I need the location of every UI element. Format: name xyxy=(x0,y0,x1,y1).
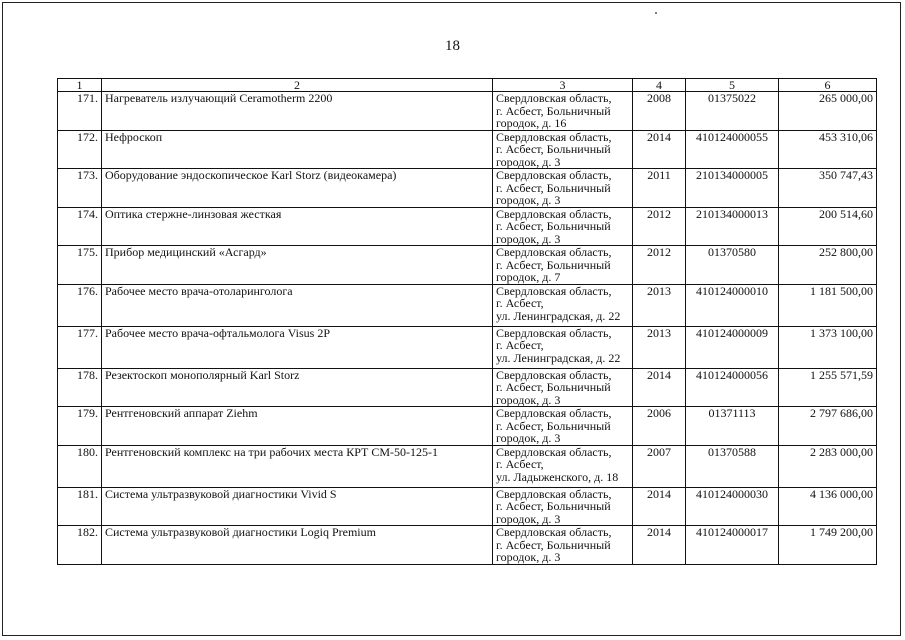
item-name: Прибор медицинский «Асгард» xyxy=(102,246,493,285)
item-cost: 1 749 200,00 xyxy=(779,526,877,565)
row-number: 182. xyxy=(58,526,102,565)
table-row xyxy=(58,130,877,169)
item-name: Рентгеновский комплекс на три рабочих места КРТ СМ-50-125-1 xyxy=(102,445,493,487)
column-header-3: 3 xyxy=(493,79,633,92)
item-name: Оборудование эндоскопическое Karl Storz (видеокамера) xyxy=(102,169,493,208)
address-line: городок, д. 3 xyxy=(496,154,561,169)
item-address xyxy=(493,92,633,131)
inventory-table xyxy=(57,78,877,565)
address-line: Свердловская область, xyxy=(496,326,612,340)
item-address xyxy=(493,407,633,446)
address-line: Свердловская область, xyxy=(496,245,612,259)
row-number: 181. xyxy=(58,487,102,526)
item-year: 2011 xyxy=(633,169,686,208)
address-line: г. Асбест, Больничный xyxy=(496,537,611,552)
item-inventory-number: 01370580 xyxy=(686,246,779,285)
table-row xyxy=(58,368,877,407)
item-address xyxy=(493,130,633,169)
item-cost: 200 514,60 xyxy=(779,207,877,246)
table-row xyxy=(58,445,877,487)
item-cost: 350 747,43 xyxy=(779,169,877,208)
row-number: 177. xyxy=(58,326,102,368)
item-name: Система ультразвуковой диагностики Vivid S xyxy=(102,487,493,526)
item-inventory-number: 01375022 xyxy=(686,92,779,131)
address-line: Свердловская область, xyxy=(496,368,612,382)
item-name: Оптика стержне-линзовая жесткая xyxy=(102,207,493,246)
item-cost: 252 800,00 xyxy=(779,246,877,285)
address-line: городок, д. 3 xyxy=(496,231,561,246)
item-year: 2014 xyxy=(633,487,686,526)
address-line: городок, д. 3 xyxy=(496,431,561,445)
address-line: городок, д. 3 xyxy=(496,193,561,207)
address-line: ул. Ладыженского, д. 18 xyxy=(496,469,619,484)
item-inventory-number: 410124000010 xyxy=(686,284,779,326)
item-name: Рабочее место врача-офтальмолога Visus 2P xyxy=(102,326,493,368)
address-line: ул. Ленинградская, д. 22 xyxy=(496,350,621,365)
item-address xyxy=(493,368,633,407)
item-cost: 1 255 571,59 xyxy=(779,368,877,407)
address-line: г. Асбест, Больничный xyxy=(496,499,611,513)
row-number: 175. xyxy=(58,246,102,285)
address-line: городок, д. 7 xyxy=(496,270,561,284)
item-address xyxy=(493,526,633,565)
table-row xyxy=(58,284,877,326)
address-line: ул. Ленинградская, д. 22 xyxy=(496,308,621,323)
column-header-5: 5 xyxy=(686,79,779,92)
table-row xyxy=(58,92,877,131)
item-year: 2007 xyxy=(633,445,686,487)
table-row xyxy=(58,207,877,246)
row-number: 176. xyxy=(58,284,102,326)
item-name: Резектоскоп монополярный Karl Storz xyxy=(102,368,493,407)
address-line: г. Асбест, Больничный xyxy=(496,142,611,156)
item-year: 2014 xyxy=(633,526,686,565)
item-inventory-number: 210134000005 xyxy=(686,169,779,208)
item-cost: 1 373 100,00 xyxy=(779,326,877,368)
address-line: г. Асбест, xyxy=(496,457,544,471)
item-address xyxy=(493,169,633,208)
item-address xyxy=(493,487,633,526)
address-line: городок, д. 3 xyxy=(496,392,561,407)
item-cost: 453 310,06 xyxy=(779,130,877,169)
item-year: 2008 xyxy=(633,92,686,131)
address-line: Свердловская область, xyxy=(496,525,612,539)
item-cost: 4 136 000,00 xyxy=(779,487,877,526)
address-line: Свердловская область, xyxy=(496,168,612,182)
item-year: 2012 xyxy=(633,207,686,246)
table-row xyxy=(58,407,877,446)
item-year: 2012 xyxy=(633,246,686,285)
address-line: г. Асбест, Больничный xyxy=(496,180,611,195)
item-cost: 2 283 000,00 xyxy=(779,445,877,487)
address-line: г. Асбест, Больничный xyxy=(496,257,611,272)
address-line: г. Асбест, Больничный xyxy=(496,219,611,233)
item-inventory-number: 410124000055 xyxy=(686,130,779,169)
item-name: Система ультразвуковой диагностики Logiq Premium xyxy=(102,526,493,565)
item-year: 2013 xyxy=(633,284,686,326)
item-address xyxy=(493,326,633,368)
table-row xyxy=(58,487,877,526)
item-year: 2013 xyxy=(633,326,686,368)
item-address xyxy=(493,284,633,326)
column-header-2: 2 xyxy=(102,79,493,92)
scan-speck xyxy=(655,12,657,14)
table-row xyxy=(58,326,877,368)
item-inventory-number: 410124000030 xyxy=(686,487,779,526)
row-number: 178. xyxy=(58,368,102,407)
item-name: Нагреватель излучающий Ceramotherm 2200 xyxy=(102,92,493,131)
address-line: городок, д. 3 xyxy=(496,511,561,526)
address-line: городок, д. 3 xyxy=(496,550,561,564)
column-header-6: 6 xyxy=(779,79,877,92)
address-line: Свердловская область, xyxy=(496,91,612,105)
address-line: г. Асбест, Больничный xyxy=(496,418,611,433)
item-cost: 1 181 500,00 xyxy=(779,284,877,326)
address-line: Свердловская область, xyxy=(496,406,612,420)
address-line: Свердловская область, xyxy=(496,445,612,459)
item-year: 2006 xyxy=(633,407,686,446)
address-line: Свердловская область, xyxy=(496,207,612,221)
item-cost: 265 000,00 xyxy=(779,92,877,131)
item-address xyxy=(493,445,633,487)
item-inventory-number: 410124000017 xyxy=(686,526,779,565)
table-row xyxy=(58,246,877,285)
item-inventory-number: 410124000009 xyxy=(686,326,779,368)
table-header-row xyxy=(58,79,877,92)
table-row xyxy=(58,526,877,565)
address-line: Свердловская область, xyxy=(496,130,612,144)
item-inventory-number: 410124000056 xyxy=(686,368,779,407)
row-number: 180. xyxy=(58,445,102,487)
table-row xyxy=(58,169,877,208)
address-line: г. Асбест, xyxy=(496,338,544,352)
item-inventory-number: 01371113 xyxy=(686,407,779,446)
row-number: 179. xyxy=(58,407,102,446)
item-address xyxy=(493,246,633,285)
item-year: 2014 xyxy=(633,130,686,169)
item-name: Рабочее место врача-отоларинголога xyxy=(102,284,493,326)
item-address xyxy=(493,207,633,246)
column-header-1: 1 xyxy=(58,79,102,92)
row-number: 173. xyxy=(58,169,102,208)
row-number: 171. xyxy=(58,92,102,131)
row-number: 172. xyxy=(58,130,102,169)
row-number: 174. xyxy=(58,207,102,246)
item-name: Нефроскоп xyxy=(102,130,493,169)
address-line: Свердловская область, xyxy=(496,284,612,298)
column-header-4: 4 xyxy=(633,79,686,92)
item-cost: 2 797 686,00 xyxy=(779,407,877,446)
item-inventory-number: 210134000013 xyxy=(686,207,779,246)
address-line: г. Асбест, Больничный xyxy=(496,103,611,118)
item-name: Рентгеновский аппарат Ziehm xyxy=(102,407,493,446)
address-line: городок, д. 16 xyxy=(496,116,567,130)
item-inventory-number: 01370588 xyxy=(686,445,779,487)
page-number: 18 xyxy=(445,38,460,54)
address-line: г. Асбест, Больничный xyxy=(496,380,611,394)
address-line: г. Асбест, xyxy=(496,296,544,310)
address-line: Свердловская область, xyxy=(496,487,612,501)
item-year: 2014 xyxy=(633,368,686,407)
